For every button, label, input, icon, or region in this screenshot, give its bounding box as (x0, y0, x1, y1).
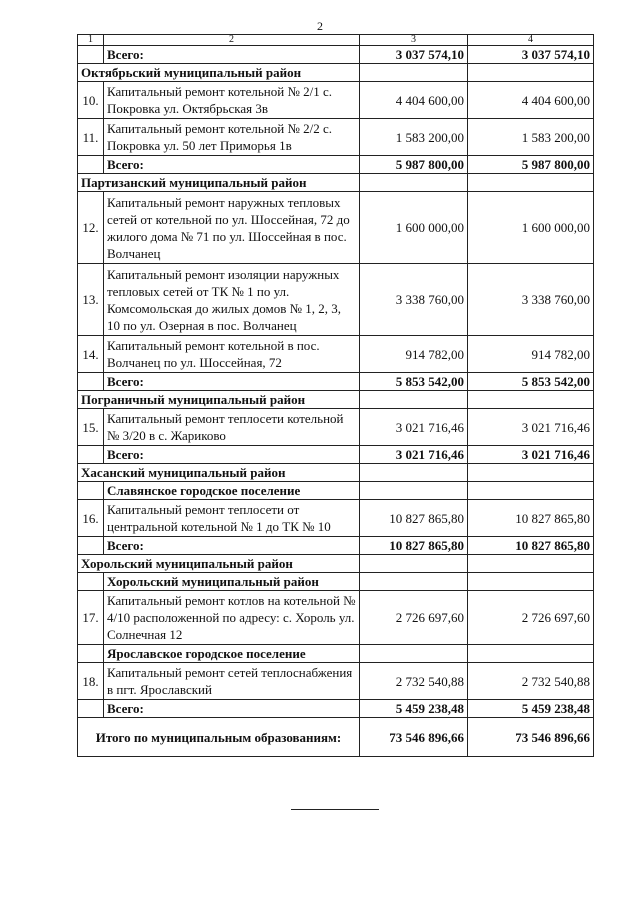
grand-total-label: Итого по муниципальным образованиям: (78, 718, 360, 757)
total-row (78, 156, 594, 174)
column-2-header: 2 (104, 35, 360, 46)
row-value-2: 3 021 716,46 (468, 409, 594, 446)
total-value-2: 5 459 238,48 (468, 700, 594, 718)
region-row (78, 174, 594, 192)
row-value-1: 1 583 200,00 (360, 119, 468, 156)
row-number: 17. (78, 591, 104, 645)
total-value-1: 5 853 542,00 (360, 373, 468, 391)
row-value-1: 3 021 716,46 (360, 409, 468, 446)
table-row (78, 119, 594, 156)
row-value-1: 3 338 760,00 (360, 264, 468, 336)
subregion-row (78, 573, 594, 591)
row-value-2: 1 583 200,00 (468, 119, 594, 156)
region-name: Октябрьский муниципальный район (78, 64, 360, 82)
row-value-2: 2 726 697,60 (468, 591, 594, 645)
column-4-header: 4 (468, 35, 594, 46)
region-row (78, 64, 594, 82)
row-value-2: 3 338 760,00 (468, 264, 594, 336)
total-value-2: 3 037 574,10 (468, 46, 594, 64)
row-description: Капитальный ремонт сетей теплоснабжения в пгт. Ярославский (104, 663, 360, 700)
region-name: Партизанский муниципальный район (78, 174, 360, 192)
row-number: 16. (78, 500, 104, 537)
row-value-1: 2 726 697,60 (360, 591, 468, 645)
row-description: Капитальный ремонт котельной в пос. Волчанец по ул. Шоссейная, 72 (104, 336, 360, 373)
row-description: Капитальный ремонт теплосети котельной № 3/20 в с. Жариково (104, 409, 360, 446)
total-value-1: 3 021 716,46 (360, 446, 468, 464)
total-row (78, 537, 594, 555)
table-row (78, 663, 594, 700)
subregion-row (78, 645, 594, 663)
row-description: Капитальный ремонт теплосети от центральной котельной № 1 до ТК № 10 (104, 500, 360, 537)
row-description: Капитальный ремонт котельной № 2/2 с. Покровка ул. 50 лет Приморья 1в (104, 119, 360, 156)
row-number: 12. (78, 192, 104, 264)
row-value-2: 2 732 540,88 (468, 663, 594, 700)
table-row (78, 192, 594, 264)
total-row (78, 700, 594, 718)
total-value-1: 5 459 238,48 (360, 700, 468, 718)
row-value-2: 4 404 600,00 (468, 82, 594, 119)
region-row (78, 464, 594, 482)
row-number: 15. (78, 409, 104, 446)
row-description: Капитальный ремонт изоляции наружных тепловых сетей от ТК № 1 по ул. Комсомольская до жилых домов № 1, 2, 3, 10 по ул. Озерная в пос. Волчанец (104, 264, 360, 336)
total-value-2: 5 853 542,00 (468, 373, 594, 391)
row-value-1: 1 600 000,00 (360, 192, 468, 264)
total-label: Всего: (104, 700, 360, 718)
grand-total-row (78, 718, 594, 757)
subregion-name: Славянское городское поселение (104, 482, 360, 500)
row-value-1: 10 827 865,80 (360, 500, 468, 537)
table-row (78, 82, 594, 119)
page-number: 2 (317, 19, 323, 33)
row-number: 18. (78, 663, 104, 700)
total-label: Всего: (104, 446, 360, 464)
total-value-1: 10 827 865,80 (360, 537, 468, 555)
total-value-2: 5 987 800,00 (468, 156, 594, 174)
footer-divider (291, 809, 379, 810)
column-number-row (78, 35, 594, 46)
grand-total-value-2: 73 546 896,66 (468, 718, 594, 757)
row-number: 11. (78, 119, 104, 156)
total-label: Всего: (104, 46, 360, 64)
subregion-name: Ярославское городское поселение (104, 645, 360, 663)
total-row (78, 446, 594, 464)
subregion-row (78, 482, 594, 500)
row-value-2: 914 782,00 (468, 336, 594, 373)
row-number: 10. (78, 82, 104, 119)
region-name: Пограничный муниципальный район (78, 391, 360, 409)
total-value-2: 10 827 865,80 (468, 537, 594, 555)
top-total-row (78, 46, 594, 64)
budget-table (77, 34, 594, 757)
region-name: Хасанский муниципальный район (78, 464, 360, 482)
total-value-2: 3 021 716,46 (468, 446, 594, 464)
row-value-2: 10 827 865,80 (468, 500, 594, 537)
total-label: Всего: (104, 373, 360, 391)
total-row (78, 373, 594, 391)
total-value-1: 3 037 574,10 (360, 46, 468, 64)
region-name: Хорольский муниципальный район (78, 555, 360, 573)
column-3-header: 3 (360, 35, 468, 46)
row-number: 14. (78, 336, 104, 373)
row-value-2: 1 600 000,00 (468, 192, 594, 264)
subregion-name: Хорольский муниципальный район (104, 573, 360, 591)
total-label: Всего: (104, 537, 360, 555)
total-label: Всего: (104, 156, 360, 174)
row-description: Капитальный ремонт котельной № 2/1 с. Покровка ул. Октябрьская 3в (104, 82, 360, 119)
table-row (78, 409, 594, 446)
row-number: 13. (78, 264, 104, 336)
grand-total-value-1: 73 546 896,66 (360, 718, 468, 757)
row-value-1: 2 732 540,88 (360, 663, 468, 700)
total-value-1: 5 987 800,00 (360, 156, 468, 174)
region-row (78, 555, 594, 573)
region-row (78, 391, 594, 409)
table-row (78, 500, 594, 537)
row-value-1: 914 782,00 (360, 336, 468, 373)
row-value-1: 4 404 600,00 (360, 82, 468, 119)
row-description: Капитальный ремонт котлов на котельной № 4/10 расположенной по адресу: с. Хороль ул. Солнечная 12 (104, 591, 360, 645)
table-row (78, 336, 594, 373)
column-1-header: 1 (78, 35, 104, 46)
table-row (78, 591, 594, 645)
row-description: Капитальный ремонт наружных тепловых сетей от котельной по ул. Шоссейная, 72 до жилого дома № 71 по ул. Шоссейная в пос. Волчанец (104, 192, 360, 264)
table-row (78, 264, 594, 336)
